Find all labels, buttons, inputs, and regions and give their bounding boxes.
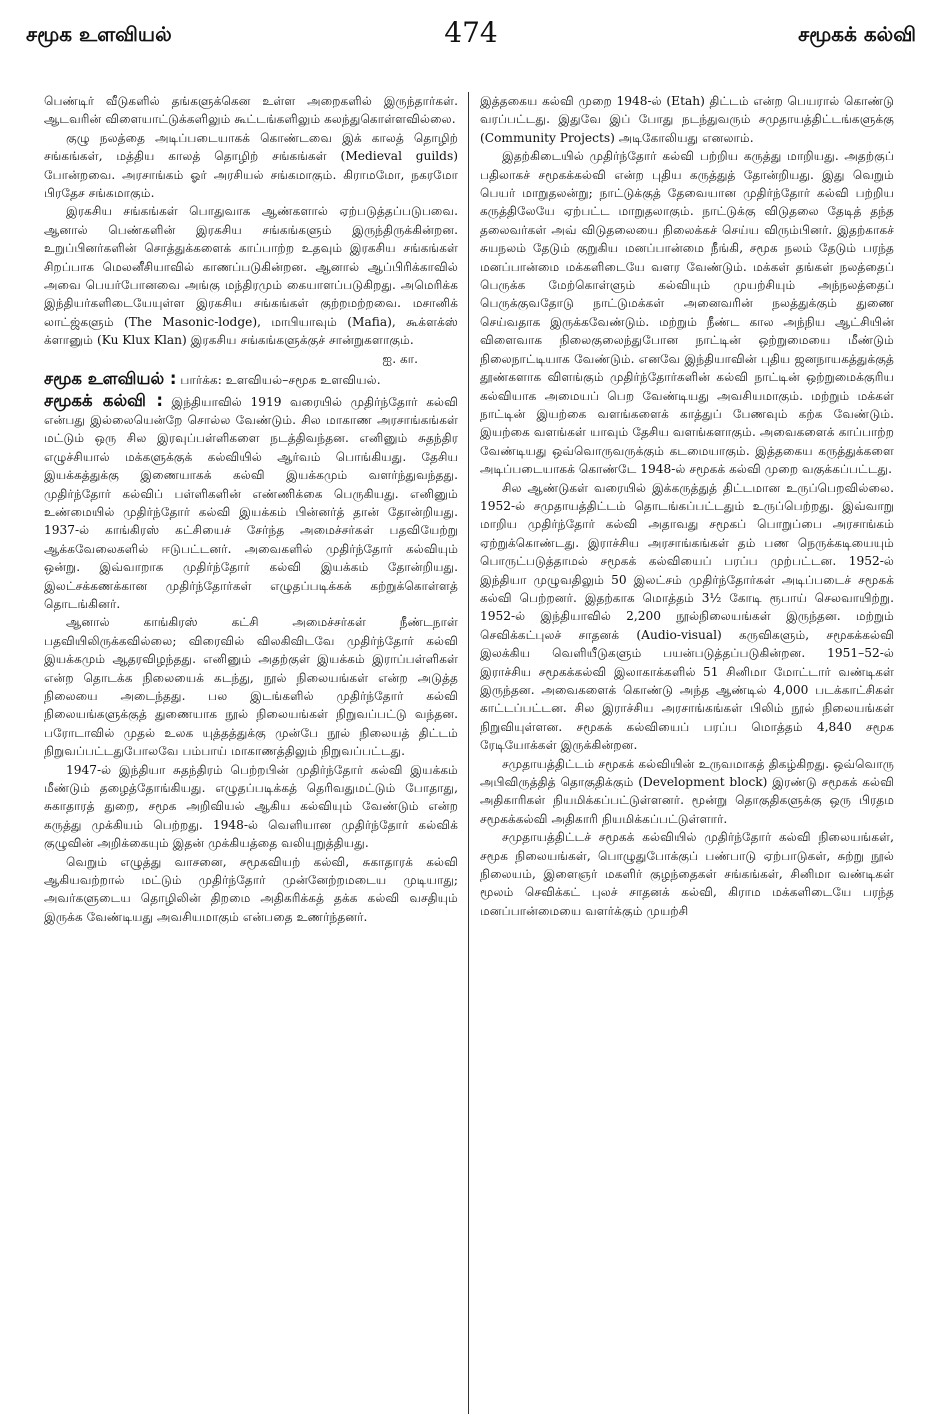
entry-heading: சமூக உளவியல் :: [44, 369, 177, 389]
paragraph: வெறும் எழுத்து வாசனை, சமூகவியற் கல்வி, சுகாதாரக் கல்வி ஆகியவற்றால் மட்டும் முதிர்ந்தோர் முன்னேற்றமடைய முடியாது; அவர்களுடைய தொழிலின் திறமை அதிகரிக்கத் தக்க கல்வி வசதியும் இருக்க வேண்டியது அவசியமாகும் என்பதை உணர்ந்தனர்.: [44, 854, 458, 924]
paragraph: சமுதாயத்திட்டச் சமூகக் கல்வியில் முதிர்ந்தோர் கல்வி நிலையங்கள், சமூக நிலையங்கள், பொழுதுபோக்குப் பண்பாடு ஏற்பாடுகள், சுற்று நூல் நிலையம், இளைஞர் மகளிர் குழந்தைகள் சங்கங்கள், சினிமா வண்டிகள் மூலம் செவிக்கட் புலச் சாதனக் கல்வி, கிராம மக்களிடையே பரந்த மனப்பான்மையை வளர்க்கும் முயற்சி: [480, 830, 894, 918]
paragraph: சமுதாயத்திட்டம் சமூகக் கல்வியின் உருவமாகத் திகழ்கிறது. ஒவ்வொரு அபிவிருத்தித் தொகுதிக்கும் (Development block) இரண்டு சமூகக் கல்வி அதிகாரிகள் நியமிக்கப்பட்டுள்ளனர். மூன்று தொகுதிகளுக்கு ஒரு பிரதம சமூகக்கல்வி அதிகாரி நியமிக்கப்பட்டுள்ளார்.: [480, 756, 894, 826]
paragraph: ஆனால் காங்கிரஸ் கட்சி அமைச்சர்கள் நீண்டநாள் பதவியிலிருக்கவில்லை; விரைவில் விலகிவிடவே முதிர்ந்தோர் கல்வி இயக்கமும் ஆதரவிழந்தது. எனினும் அதற்குள் இயக்கம் இராப்பள்ளிகள் என்ற தொடக்க நிலையைக் கடந்து, நூல் நிலையங்கள் என்ற அடுத்த நிலையை அடைந்தது. பல இடங்களில் முதிர்ந்தோர் கல்வி நிலையங்களுக்குத் துணையாக நூல் நிலையங்கள் நிறுவப்பட்டு வந்தன. பரோடாவில் முதல் உலக யுத்தத்துக்கு முன்பே நூல் நிலையத் திட்டம் நிறுவப்பட்டதுபோலவே பம்பாய் மாகாணத்திலும் நிறுவப்பட்டது.: [44, 615, 458, 759]
right-column: [480, 92, 894, 1417]
entry-body: இந்தியாவில் 1919 வரையில் முதிர்ந்தோர் கல்வி என்பது இல்லையென்றே சொல்ல வேண்டும். சில மாகாண அரசாங்கங்கள் மட்டும் ஒரு சில இரவுப்பள்ளிகளை நடத்திவந்தன. எனினும் சுதந்திர எழுச்சியால் மக்களுக்குக் கல்வியில் ஆர்வம் பொங்கியது. தேசிய இயக்கத்துக்கு இணையாகக் கல்வி இயக்கமும் வளர்ந்துவந்தது. முதிர்ந்தோர் கல்விப் பள்ளிகளின் எண்ணிக்கை பெருகியது. எனினும் உண்மையில் முதிர்ந்தோர் கல்வி இயக்கம் பின்னர்த் தான் தோன்றியது. 1937-ல் காங்கிரஸ் கட்சியைச் சேர்ந்த அமைச்சர்கள் பதவியேற்று ஆக்கவேலைகளில் ஈடுபட்டனர். அவைகளில் முதிர்ந்தோர் கல்வியும் ஒன்று. இவ்வாறாக முதிர்ந்தோர் கல்வி இயக்கம் தோன்றியது. இலட்சக்கணக்கான முதிர்ந்தோர்கள் எழுதப்படிக்கக் கற்றுக்கொள்ளத் தொடங்கினர்.: [44, 394, 458, 611]
running-head-right: சமூகக் கல்வி: [798, 22, 916, 46]
page-number: 474: [444, 16, 498, 49]
paragraph: இரகசிய சங்கங்கள் பொதுவாக ஆண்களால் ஏற்படுத்தப்படுபவை. ஆனால் பெண்களின் இரகசிய சங்கங்களும் இருந்திருக்கின்றன. உறுப்பினர்களின் சொத்துக்களைக் காப்பாற்ற உதவும் இரகசிய சங்கங்கள் சிறப்பாக மெலனீசியாவில் காணப்படுகின்றன. ஆனால் ஆப்பிரிக்காவில் அவை பெயர்போனவை அங்கு மந்திரமும் கையாளப்படுகிறது. அமெரிக்க இந்தியர்களிடையேயுள்ள இரகசிய சங்கங்கள் குற்றமற்றவை. மசானிக் லாட்ஜ்களும் (The Masonic-lodge), மாபியாவும் (Mafia), கூக்ளக்ஸ் க்ளானும் (Ku Klux Klan) இரகசிய சங்கங்களுக்குச் சான்றுகளாகும்.: [44, 204, 458, 348]
paragraph: குழு நலத்தை அடிப்படையாகக் கொண்டவை இக் காலத் தொழிற் சங்கங்கள், மத்திய காலத் தொழிற் சங்கங்கள் (Medieval guilds) போன்றவை. அரசாங்கம் ஓர் அரசியல் சங்கமாகும். கிராமமோ, நகரமோ பிரதேச சங்கமாகும்.: [44, 130, 458, 201]
entry-heading: சமூகக் கல்வி :: [44, 390, 163, 410]
encyclopedia-entry: [44, 392, 458, 614]
paragraph: பெண்டிர் வீடுகளில் தங்களுக்கென உள்ள அறைகளில் இருந்தார்கள். ஆடவரின் விளையாட்டுக்களிலும் கூட்டங்களிலும் கலந்துகொள்ளவில்லை.: [44, 94, 458, 127]
column-divider: [468, 92, 469, 1414]
encyclopedia-entry: [44, 370, 458, 389]
paragraph: 1947-ல் இந்தியா சுதந்திரம் பெற்றபின் முதிர்ந்தோர் கல்வி இயக்கம் மீண்டும் தழைத்தோங்கியது. எழுதப்படிக்கத் தெரிவதுமட்டும் போதாது, சுகாதாரத் துறை, சமூக அறிவியல் ஆகிய கல்வியும் வேண்டும் என்ற கருத்து முக்கியம் பெற்றது. 1948-ல் வெளியான முதிர்ந்தோர் கல்விக் குழுவின் அறிக்கையும் இதன் முக்கியத்தை வலியுறுத்தியது.: [44, 762, 458, 851]
author-initials: ஐ. கா.: [382, 351, 418, 366]
paragraph: இதற்கிடையில் முதிர்ந்தோர் கல்வி பற்றிய கருத்து மாறியது. அதற்குப் பதிலாகச் சமூகக்கல்வி என்ற புதிய கருத்துத் தோன்றியது. இது வெறும் பெயர் மாறுதலன்று; நாட்டுக்குத் தேவையான முதிர்ந்தோர் கல்வி பற்றிய கருத்திலேயே ஏற்பட்ட மாறுதலாகும். நாட்டுக்கு விடுதலை தேடித் தந்த தலைவர்கள் அவ் விடுதலையை நிலைக்கச் செய்ய விரும்பினர். இதற்காகச் சுயநலம் தேடும் குறுகிய மனப்பான்மை நீங்கி, சமூக நலம் தேடும் பரந்த மனப்பான்மை மக்களிடையே வளர வேண்டும். மக்கள் தங்கள் நலத்தைப் பெருக்க மேற்கொள்ளும் கல்வியும் முயற்சியும் அந்நலத்தைப் பெருக்குவதோடு நாட்டுமக்கள் அனைவரின் நலத்துக்கும் துணை செய்வதாக இருக்கவேண்டும். மற்றும் நீண்ட கால அந்நிய ஆட்சியின் விளைவாக நிலைகுலைந்துபோன நாட்டின் ஒற்றுமையை மீண்டும் நிலைநாட்டியாக வேண்டும். எனவே இந்தியாவின் புதிய ஜனநாயகத்துக்குத் தூண்களாக விளங்கும் முதிர்ந்தோர்களின் கல்வி நாட்டின் ஒற்றுமைக்குரிய கல்வியாக அமையப் பெற வேண்டியது அவசியமாகும். மற்றும் மக்கள் நாட்டின் இயற்கை வளங்களைக் காத்துப் பேணவும் கற்க வேண்டும். இயற்கை வளங்கள் யாவும் தேசிய வளங்களாகும். அவைகளைக் காப்பாற்ற வேண்டியது ஒவ்வொருவருக்கும் கடமையாகும். இத்தகைய கருத்துக்களை அடிப்படையாகக் கொண்டே 1948-ல் சமூகக் கல்வி முறை வகுக்கப்பட்டது.: [480, 149, 894, 477]
page-header: [26, 16, 916, 64]
running-head-left: சமூக உளவியல்: [26, 22, 172, 46]
paragraph: இத்தகைய கல்வி முறை 1948-ல் (Etah) திட்டம் என்ற பெயரால் கொண்டு வரப்பட்டது. இதுவே இப் போது நடந்துவரும் சமுதாயத்திட்டங்களுக்கு (Community Projects) அடிகோலியது எனலாம்.: [480, 94, 894, 145]
entry-cross-reference: பார்க்க: உளவியல்–சமூக உளவியல்.: [180, 373, 381, 388]
paragraph: சில ஆண்டுகள் வரையில் இக்கருத்துத் திட்டமான உருப்பெறவில்லை. 1952-ல் சமுதாயத்திட்டம் தொடங்கப்பட்டதும் உருப்பெற்றது. இவ்வாறு மாறிய முதிர்ந்தோர் கல்வி அதாவது சமூகப் பொறுப்பை அரசாங்கம் ஏற்றுக்கொண்டது. இராச்சிய அரசாங்கங்கள் தம் பண நெருக்கடியையும் பொருட்படுத்தாமல் சமூகக் கல்வியைப் பரப்ப முற்பட்டன. 1952-ல் இந்தியா முழுவதிலும் 50 இலட்சம் முதிர்ந்தோர்கள் அடிப்படைச் சமூகக் கல்வி பெற்றனர். இதற்காக மொத்தம் 3½ கோடி ரூபாய் செலவாயிற்று. 1952-ல் இந்தியாவில் 2,200 நூல்நிலையங்கள் இருந்தன. மற்றும் செவிக்கட்புலச் சாதனக் (Audio-visual) கருவிகளும், சமூகக்கல்வி இலக்கிய வெளியீடுகளும் பயன்படுத்தப்படுகின்றன. 1951–52-ல் இராச்சிய சமூகக்கல்வி இலாகாக்களில் 51 சினிமா மோட்டார் வண்டிகள் இருந்தன. அவைகளைக் கொண்டு அந்த ஆண்டில் 4,000 படக்காட்சிகள் காட்டப்பட்டன. சில இராச்சிய அரசாங்கங்கள் பிலிம் நூல் நிலையங்கள் நிறுவியுள்ளன. சமூகக் கல்வியைப் பரப்ப மொத்தம் 4,840 சமூக ரேடியோக்கள் இருக்கின்றன.: [480, 480, 894, 753]
left-column: [44, 92, 458, 1417]
